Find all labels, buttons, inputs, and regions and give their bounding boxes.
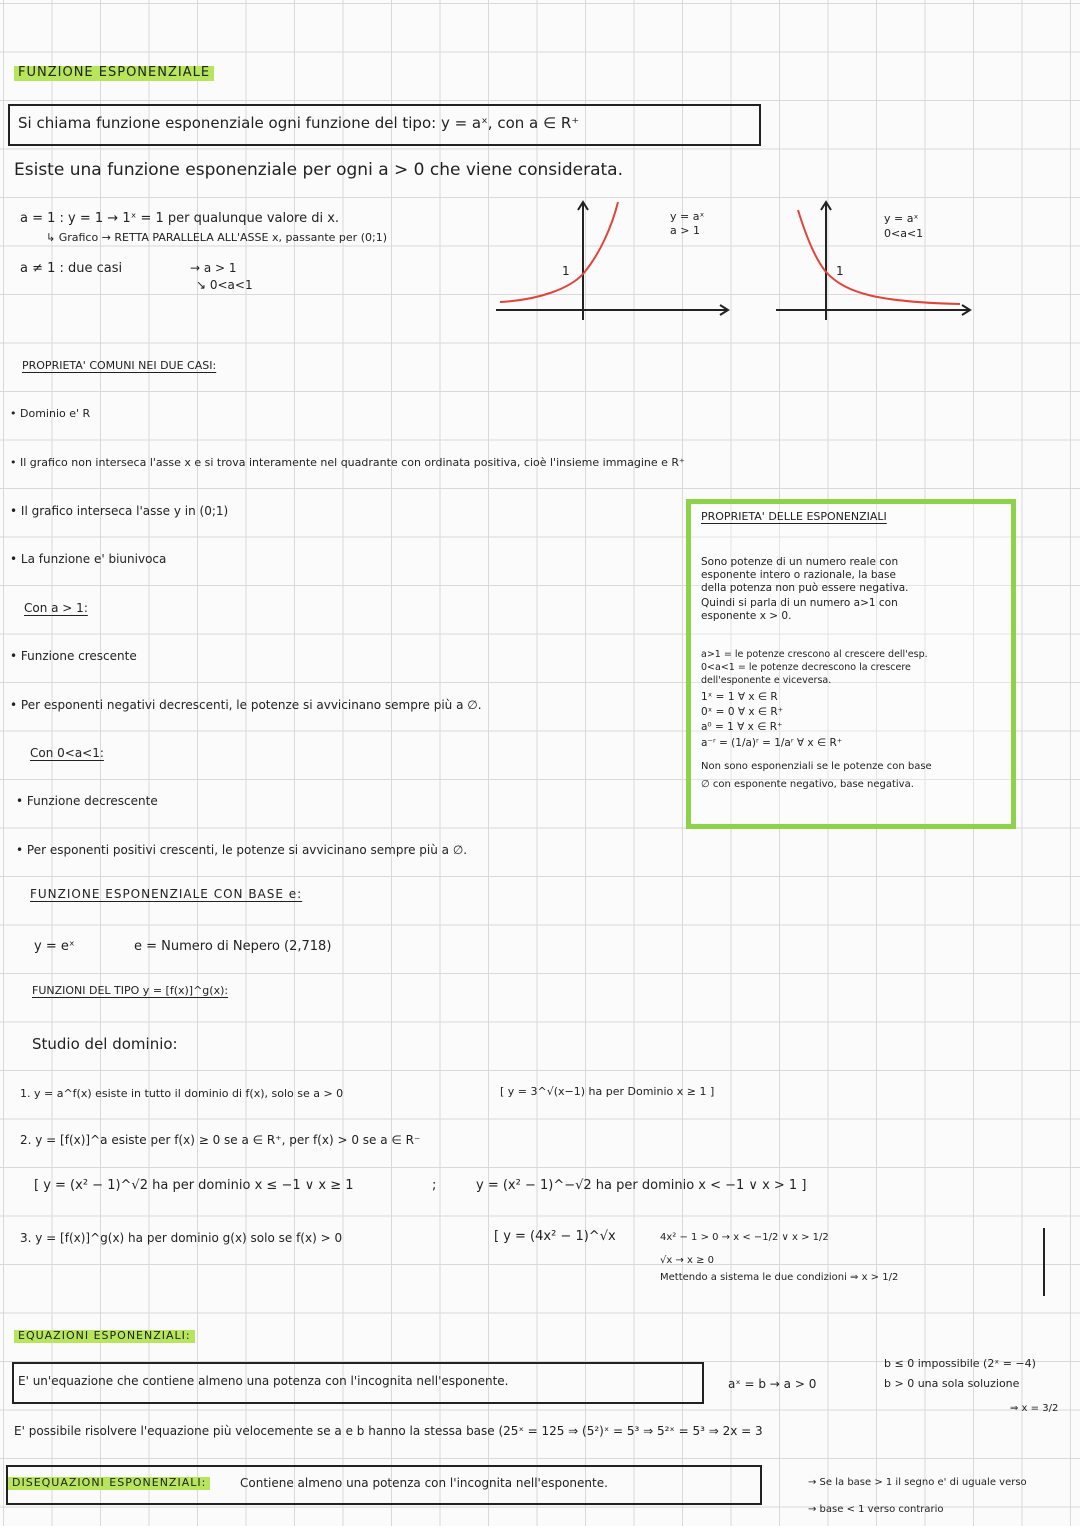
gt1-increasing: • Funzione crescente	[10, 650, 137, 664]
exists-text: Esiste una funzione esponenziale per ogni a > 0 che viene considerata.	[14, 160, 623, 180]
side-box-line: ∅ con esponente negativo, base negativa.	[701, 779, 914, 790]
side-box-line: a⁰ = 1 ∀ x ∈ R⁺	[701, 721, 783, 733]
domain-rule-1: 1. y = a^f(x) esiste in tutto il dominio di f(x), solo se a > 0	[20, 1087, 344, 1100]
side-box-line: 0ˣ = 0 ∀ x ∈ R⁺	[701, 706, 784, 718]
exp-curve-increasing	[500, 202, 618, 302]
definition-text: Si chiama funzione esponenziale ogni funzione del tipo: y = aˣ, con a ∈ R⁺	[18, 114, 580, 132]
domain-rule-2: 2. y = [f(x)]^a esiste per f(x) ≥ 0 se a ∈ R⁺, per f(x) > 0 se a ∈ R⁻	[20, 1133, 421, 1147]
section-title-exponential: FUNZIONE ESPONENZIALE	[14, 66, 214, 81]
graph1-condition: a > 1	[670, 224, 700, 237]
property-biunivoca: • La funzione e' biunivoca	[10, 553, 166, 567]
side-box-line: Non sono esponenziali se le potenze con base	[701, 761, 932, 772]
domain-rule-3-step-3: Mettendo a sistema le due condizioni ⇒ x > 1/2	[660, 1272, 899, 1283]
side-box-title: PROPRIETA' DELLE ESPONENZIALI	[701, 510, 887, 523]
graph2-intercept-label: 1	[836, 264, 844, 278]
property-y-intersection: • Il grafico interseca l'asse y in (0;1)	[10, 505, 228, 519]
inequalities-case-same: → Se la base > 1 il segno e' di uguale verso	[808, 1477, 1027, 1488]
lt1-title: Con 0<a<1:	[30, 746, 104, 760]
base-e-formula: y = eˣ	[34, 939, 75, 954]
side-box-line: 0<a<1 = le potenze decrescono la crescere	[701, 662, 911, 673]
gt1-negative-exponents: • Per esponenti negativi decrescenti, le potenze si avvicinano sempre più a ∅.	[10, 699, 482, 713]
case-a-equals-1-graph: ↳ Grafico → RETTA PARALLELA ALL'ASSE x, passante per (0;1)	[46, 231, 387, 244]
domain-rule-3-example: [ y = (4x² − 1)^√x	[494, 1229, 616, 1244]
graph1-equation: y = aˣ	[670, 210, 705, 223]
equations-title: EQUAZIONI ESPONENZIALI:	[14, 1330, 195, 1343]
domain-rule-2-example-b: y = (x² − 1)^−√2 ha per dominio x < −1 ∨ x > 1 ]	[476, 1178, 807, 1193]
graph1-intercept-label: 1	[562, 264, 570, 278]
exponential-properties-box	[686, 499, 1016, 829]
equations-same-base: E' possibile risolvere l'equazione più velocemente se a e b hanno la stessa base (25ˣ = 125 ⇒ (5²)ˣ = 5³ ⇒ 5²ˣ = 5³ ⇒ 2x = 3	[14, 1424, 763, 1438]
side-box-line: Quindi si parla di un numero a>1 con	[701, 597, 898, 609]
domain-rule-3-step-1: 4x² − 1 > 0 → x < −1/2 ∨ x > 1/2	[660, 1232, 829, 1243]
lt1-decreasing: • Funzione decrescente	[16, 795, 158, 809]
side-box-line: esponente x > 0.	[701, 610, 792, 622]
exp-curve-decreasing	[798, 210, 960, 304]
base-e-title: FUNZIONE ESPONENZIALE CON BASE e:	[30, 887, 303, 901]
equations-result: ⇒ x = 3/2	[1010, 1403, 1059, 1414]
inequalities-title: DISEQUAZIONI ESPONENZIALI:	[8, 1477, 210, 1490]
definition-box	[8, 104, 761, 146]
side-box-line: esponente intero o razionale, la base	[701, 569, 896, 581]
graph-decreasing	[770, 196, 980, 326]
common-properties-title: PROPRIETA' COMUNI NEI DUE CASI:	[22, 359, 217, 372]
case-a-between: ↘ 0<a<1	[196, 278, 253, 292]
domain-rule-1-example: [ y = 3^√(x−1) ha per Dominio x ≥ 1 ]	[500, 1085, 715, 1098]
side-box-line: della potenza non può essere negativa.	[701, 582, 909, 594]
case-a-not-1: a ≠ 1 : due casi	[20, 261, 123, 276]
property-no-x-intersection: • Il grafico non interseca l'asse x e si trova interamente nel quadrante con ordinata positiva, cioè l'insieme immagine e R⁺	[10, 457, 685, 470]
inequalities-box	[6, 1465, 762, 1505]
equations-definition-box	[12, 1362, 704, 1404]
lt1-positive-exponents: • Per esponenti positivi crescenti, le potenze si avvicinano sempre più a ∅.	[16, 844, 467, 858]
base-e-description: e = Numero di Nepero (2,718)	[134, 939, 332, 954]
inequalities-case-opposite: → base < 1 verso contrario	[808, 1504, 944, 1515]
side-box-line: dell'esponente e viceversa.	[701, 675, 832, 686]
graph2-equation: y = aˣ	[884, 212, 919, 225]
graph2-condition: 0<a<1	[884, 227, 924, 240]
side-box-line: 1ˣ = 1 ∀ x ∈ R	[701, 691, 778, 703]
domain-rule-3-step-2: √x → x ≥ 0	[660, 1255, 715, 1266]
fg-functions-title: FUNZIONI DEL TIPO y = [f(x)]^g(x):	[32, 984, 229, 997]
gt1-title: Con a > 1:	[24, 601, 88, 615]
inequalities-definition: Contiene almeno una potenza con l'incognita nell'esponente.	[240, 1476, 608, 1490]
case-a-gt-1: → a > 1	[190, 261, 237, 275]
side-box-line: Sono potenze di un numero reale con	[701, 556, 899, 568]
domain-rule-2-separator: ;	[432, 1178, 437, 1193]
side-box-line: a>1 = le potenze crescono al crescere dell'esp.	[701, 649, 928, 660]
equations-case-b-gt-0: b > 0 una sola soluzione	[884, 1377, 1020, 1390]
domain-study-label: Studio del dominio:	[32, 1035, 178, 1053]
case-a-equals-1: a = 1 : y = 1 → 1ˣ = 1 per qualunque valore di x.	[20, 211, 340, 226]
equations-form: aˣ = b → a > 0	[728, 1377, 817, 1391]
equations-case-b-le-0: b ≤ 0 impossibile (2ˣ = −4)	[884, 1357, 1036, 1370]
equations-definition: E' un'equazione che contiene almeno una potenza con l'incognita nell'esponente.	[18, 1374, 509, 1388]
side-box-line: a⁻ʳ = (1/a)ʳ = 1/aʳ ∀ x ∈ R⁺	[701, 737, 843, 749]
bracket-line	[1043, 1228, 1045, 1296]
property-domain: • Dominio e' R	[10, 408, 90, 421]
domain-rule-2-example-a: [ y = (x² − 1)^√2 ha per dominio x ≤ −1 ∨ x ≥ 1	[34, 1178, 354, 1193]
domain-rule-3: 3. y = [f(x)]^g(x) ha per dominio g(x) solo se f(x) > 0	[20, 1231, 343, 1245]
